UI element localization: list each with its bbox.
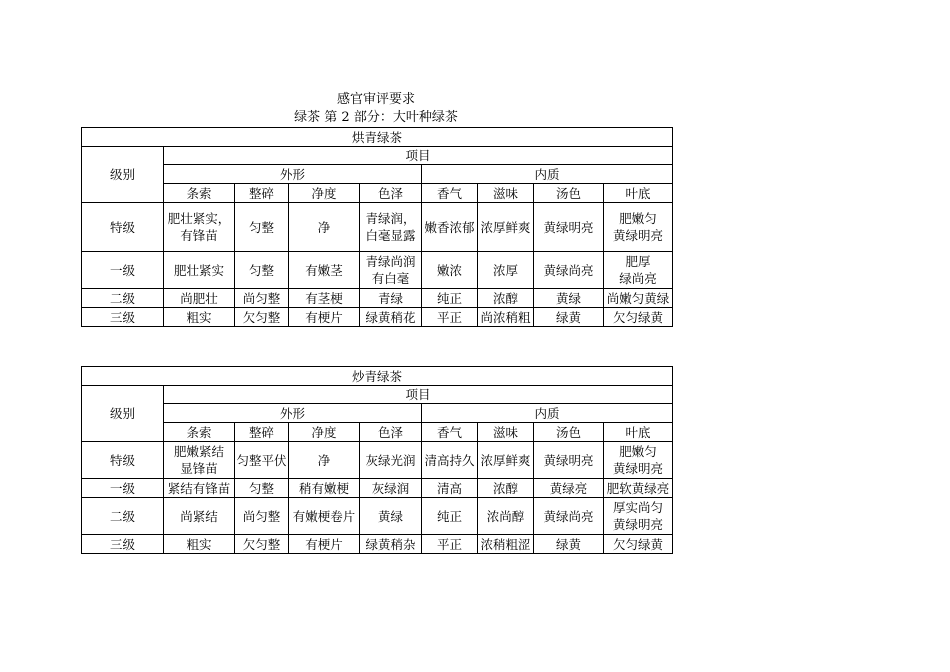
grade-cell: 二级 [82, 498, 164, 535]
cell-line: 净 [317, 452, 331, 468]
cell-line: 浓尚醇 [486, 508, 525, 524]
cell-line: 灰绿润 [371, 480, 410, 496]
cell-line: 黄绿明亮 [613, 228, 664, 243]
grade-header: 级别 [82, 147, 164, 203]
cell-line: 肥嫩紧结 [173, 444, 224, 459]
cell-line: 青绿 [377, 290, 403, 306]
cell-line: 黄绿明亮 [613, 517, 664, 532]
cell-line: 嫩浓 [436, 262, 462, 278]
column-header: 香气 [422, 184, 478, 203]
project-header: 项目 [164, 147, 673, 165]
column-header: 叶底 [604, 184, 673, 203]
cell-line: 有锋苗 [180, 228, 218, 243]
table-cell [422, 442, 478, 479]
cell-line: 厚实尚匀 [613, 500, 664, 515]
grade-cell: 一级 [82, 252, 164, 289]
table-cell [235, 308, 289, 327]
table-cell [534, 203, 604, 252]
table-cell [478, 535, 534, 554]
table-cell [478, 308, 534, 327]
table-cell [164, 308, 235, 327]
table-cell [478, 252, 534, 289]
cell-line: 黄绿明亮 [543, 452, 594, 468]
cell-line: 欠匀整 [242, 536, 281, 552]
cell-line: 绿尚亮 [619, 271, 657, 286]
cell-line: 黄绿亮 [549, 480, 588, 496]
table-cell [235, 203, 289, 252]
table-cell [534, 442, 604, 479]
table-row [82, 308, 673, 327]
cell-line: 欠匀绿黄 [613, 309, 664, 325]
cell-line: 肥壮紧实 [173, 262, 224, 278]
quality-header: 内质 [422, 404, 673, 423]
table-cell [164, 442, 235, 479]
grade-header: 级别 [82, 386, 164, 442]
grade-cell: 一级 [82, 479, 164, 498]
cell-line: 稍有嫩梗 [298, 480, 349, 496]
table-row [82, 535, 673, 554]
appearance-header: 外形 [164, 165, 422, 184]
column-header: 汤色 [534, 423, 604, 442]
table-cell [360, 252, 422, 289]
table-cell [478, 498, 534, 535]
cell-line: 肥嫩匀 [619, 444, 657, 459]
column-header: 整碎 [235, 423, 289, 442]
column-header: 净度 [289, 423, 360, 442]
table-cell [534, 479, 604, 498]
table-cell [164, 498, 235, 535]
table-caption: 炒青绿茶 [82, 367, 673, 386]
cell-line: 浓稍粗涩 [480, 536, 531, 552]
cell-line: 肥厚 [625, 254, 651, 269]
pan-fired-green-tea-table [81, 366, 673, 554]
table-caption: 烘青绿茶 [82, 128, 673, 147]
table-cell [164, 479, 235, 498]
cell-line: 尚嫩匀黄绿 [606, 290, 670, 306]
table-cell [235, 442, 289, 479]
table-cell [478, 203, 534, 252]
cell-line: 黄绿明亮 [543, 219, 594, 235]
table-cell [604, 252, 673, 289]
table-cell [289, 308, 360, 327]
table-cell [164, 252, 235, 289]
table-cell [478, 442, 534, 479]
cell-line: 有梗片 [305, 309, 343, 325]
cell-line: 粗实 [186, 309, 212, 325]
cell-line: 尚肥壮 [180, 290, 218, 306]
cell-line: 黄绿尚亮 [543, 508, 594, 524]
column-header: 滋味 [478, 423, 534, 442]
table-cell [478, 289, 534, 308]
table-cell [235, 479, 289, 498]
table-cell [604, 308, 673, 327]
column-header: 汤色 [534, 184, 604, 203]
table-cell [235, 289, 289, 308]
table-cell [604, 289, 673, 308]
table-cell [360, 308, 422, 327]
cell-line: 平正 [436, 536, 462, 552]
column-header: 整碎 [235, 184, 289, 203]
table-cell [422, 479, 478, 498]
cell-line: 绿黄 [555, 536, 581, 552]
cell-line: 浓厚鲜爽 [480, 452, 531, 468]
cell-line: 有嫩茎 [305, 262, 343, 278]
grade-cell: 特级 [82, 442, 164, 479]
cell-line: 尚匀整 [242, 508, 281, 524]
cell-line: 浓厚 [492, 262, 518, 278]
table-cell [360, 479, 422, 498]
table-cell [422, 252, 478, 289]
cell-line: 欠匀整 [242, 309, 281, 325]
column-header: 香气 [422, 423, 478, 442]
column-header: 滋味 [478, 184, 534, 203]
cell-line: 尚紧结 [180, 508, 218, 524]
cell-line: 尚匀整 [242, 290, 281, 306]
table-cell [235, 498, 289, 535]
table-cell [422, 535, 478, 554]
table-row [82, 442, 673, 479]
cell-line: 粗实 [186, 536, 212, 552]
quality-header: 内质 [422, 165, 673, 184]
appearance-header: 外形 [164, 404, 422, 423]
table-cell [534, 252, 604, 289]
cell-line: 浓醇 [492, 290, 518, 306]
column-header: 条索 [164, 184, 235, 203]
cell-line: 绿黄稍花 [365, 309, 416, 325]
grade-cell: 三级 [82, 535, 164, 554]
cell-line: 有嫩梗卷片 [292, 508, 356, 524]
cell-line: 匀整 [248, 262, 274, 278]
cell-line: 肥嫩匀 [619, 211, 657, 226]
cell-line: 显锋苗 [180, 461, 218, 476]
table-row [82, 203, 673, 252]
cell-line: 清高持久 [424, 452, 475, 468]
table-row [82, 479, 673, 498]
cell-line: 灰绿光润 [365, 452, 416, 468]
cell-line: 欠匀绿黄 [613, 536, 664, 552]
cell-line: 白毫显露 [365, 228, 416, 243]
grade-cell: 二级 [82, 289, 164, 308]
cell-line: 青绿润， [365, 211, 416, 226]
cell-line: 肥壮紧实， [167, 211, 231, 226]
table-cell [534, 308, 604, 327]
column-header: 色泽 [360, 423, 422, 442]
table-cell [289, 535, 360, 554]
cell-line: 肥软黄绿亮 [606, 480, 670, 496]
table-cell [478, 479, 534, 498]
cell-line: 嫩香浓郁 [424, 219, 475, 235]
table-cell [360, 203, 422, 252]
table-cell [235, 535, 289, 554]
table-cell [534, 535, 604, 554]
table-cell [289, 442, 360, 479]
table-cell [289, 498, 360, 535]
table-cell [360, 289, 422, 308]
column-header: 叶底 [604, 423, 673, 442]
page-title: 感官审评要求 [336, 92, 415, 107]
baked-green-tea-table [81, 127, 673, 327]
column-header: 净度 [289, 184, 360, 203]
table-cell [422, 289, 478, 308]
table-cell [289, 252, 360, 289]
table-cell [164, 203, 235, 252]
cell-line: 绿黄稍杂 [365, 536, 416, 552]
table-row [82, 289, 673, 308]
cell-line: 匀整 [248, 219, 274, 235]
column-header: 条索 [164, 423, 235, 442]
table-cell [164, 289, 235, 308]
cell-line: 尚浓稍粗 [480, 309, 531, 325]
table-cell [289, 203, 360, 252]
cell-line: 浓醇 [492, 480, 518, 496]
cell-line: 黄绿尚亮 [543, 262, 594, 278]
table-cell [604, 498, 673, 535]
cell-line: 青绿尚润 [365, 254, 416, 269]
cell-line: 紧结有锋苗 [167, 480, 231, 496]
cell-line: 黄绿 [555, 290, 581, 306]
cell-line: 纯正 [436, 508, 462, 524]
table-cell [422, 308, 478, 327]
table-cell [360, 498, 422, 535]
table-cell [604, 535, 673, 554]
cell-line: 有梗片 [305, 536, 343, 552]
column-header: 色泽 [360, 184, 422, 203]
page-subtitle: 绿茶 第 2 部分：大叶种绿茶 [294, 110, 458, 125]
cell-line: 匀整平伏 [236, 452, 287, 468]
cell-line: 净 [317, 219, 331, 235]
table-cell [534, 498, 604, 535]
cell-line: 黄绿明亮 [613, 461, 664, 476]
cell-line: 匀整 [248, 480, 274, 496]
table-cell [360, 535, 422, 554]
table-cell [604, 479, 673, 498]
grade-cell: 三级 [82, 308, 164, 327]
cell-line: 纯正 [436, 290, 462, 306]
table-cell [604, 203, 673, 252]
cell-line: 平正 [436, 309, 462, 325]
cell-line: 有白毫 [371, 271, 410, 286]
table-cell [289, 289, 360, 308]
table-cell [164, 535, 235, 554]
project-header: 项目 [164, 386, 673, 404]
table-cell [534, 289, 604, 308]
cell-line: 浓厚鲜爽 [480, 219, 531, 235]
table-cell [360, 442, 422, 479]
cell-line: 清高 [436, 480, 462, 496]
table-cell [604, 442, 673, 479]
cell-line: 绿黄 [555, 309, 581, 325]
grade-cell: 特级 [82, 203, 164, 252]
table-cell [289, 479, 360, 498]
cell-line: 有茎梗 [305, 290, 343, 306]
table-cell [422, 498, 478, 535]
cell-line: 黄绿 [377, 508, 403, 524]
table-row [82, 498, 673, 535]
table-cell [235, 252, 289, 289]
table-row [82, 252, 673, 289]
table-cell [422, 203, 478, 252]
